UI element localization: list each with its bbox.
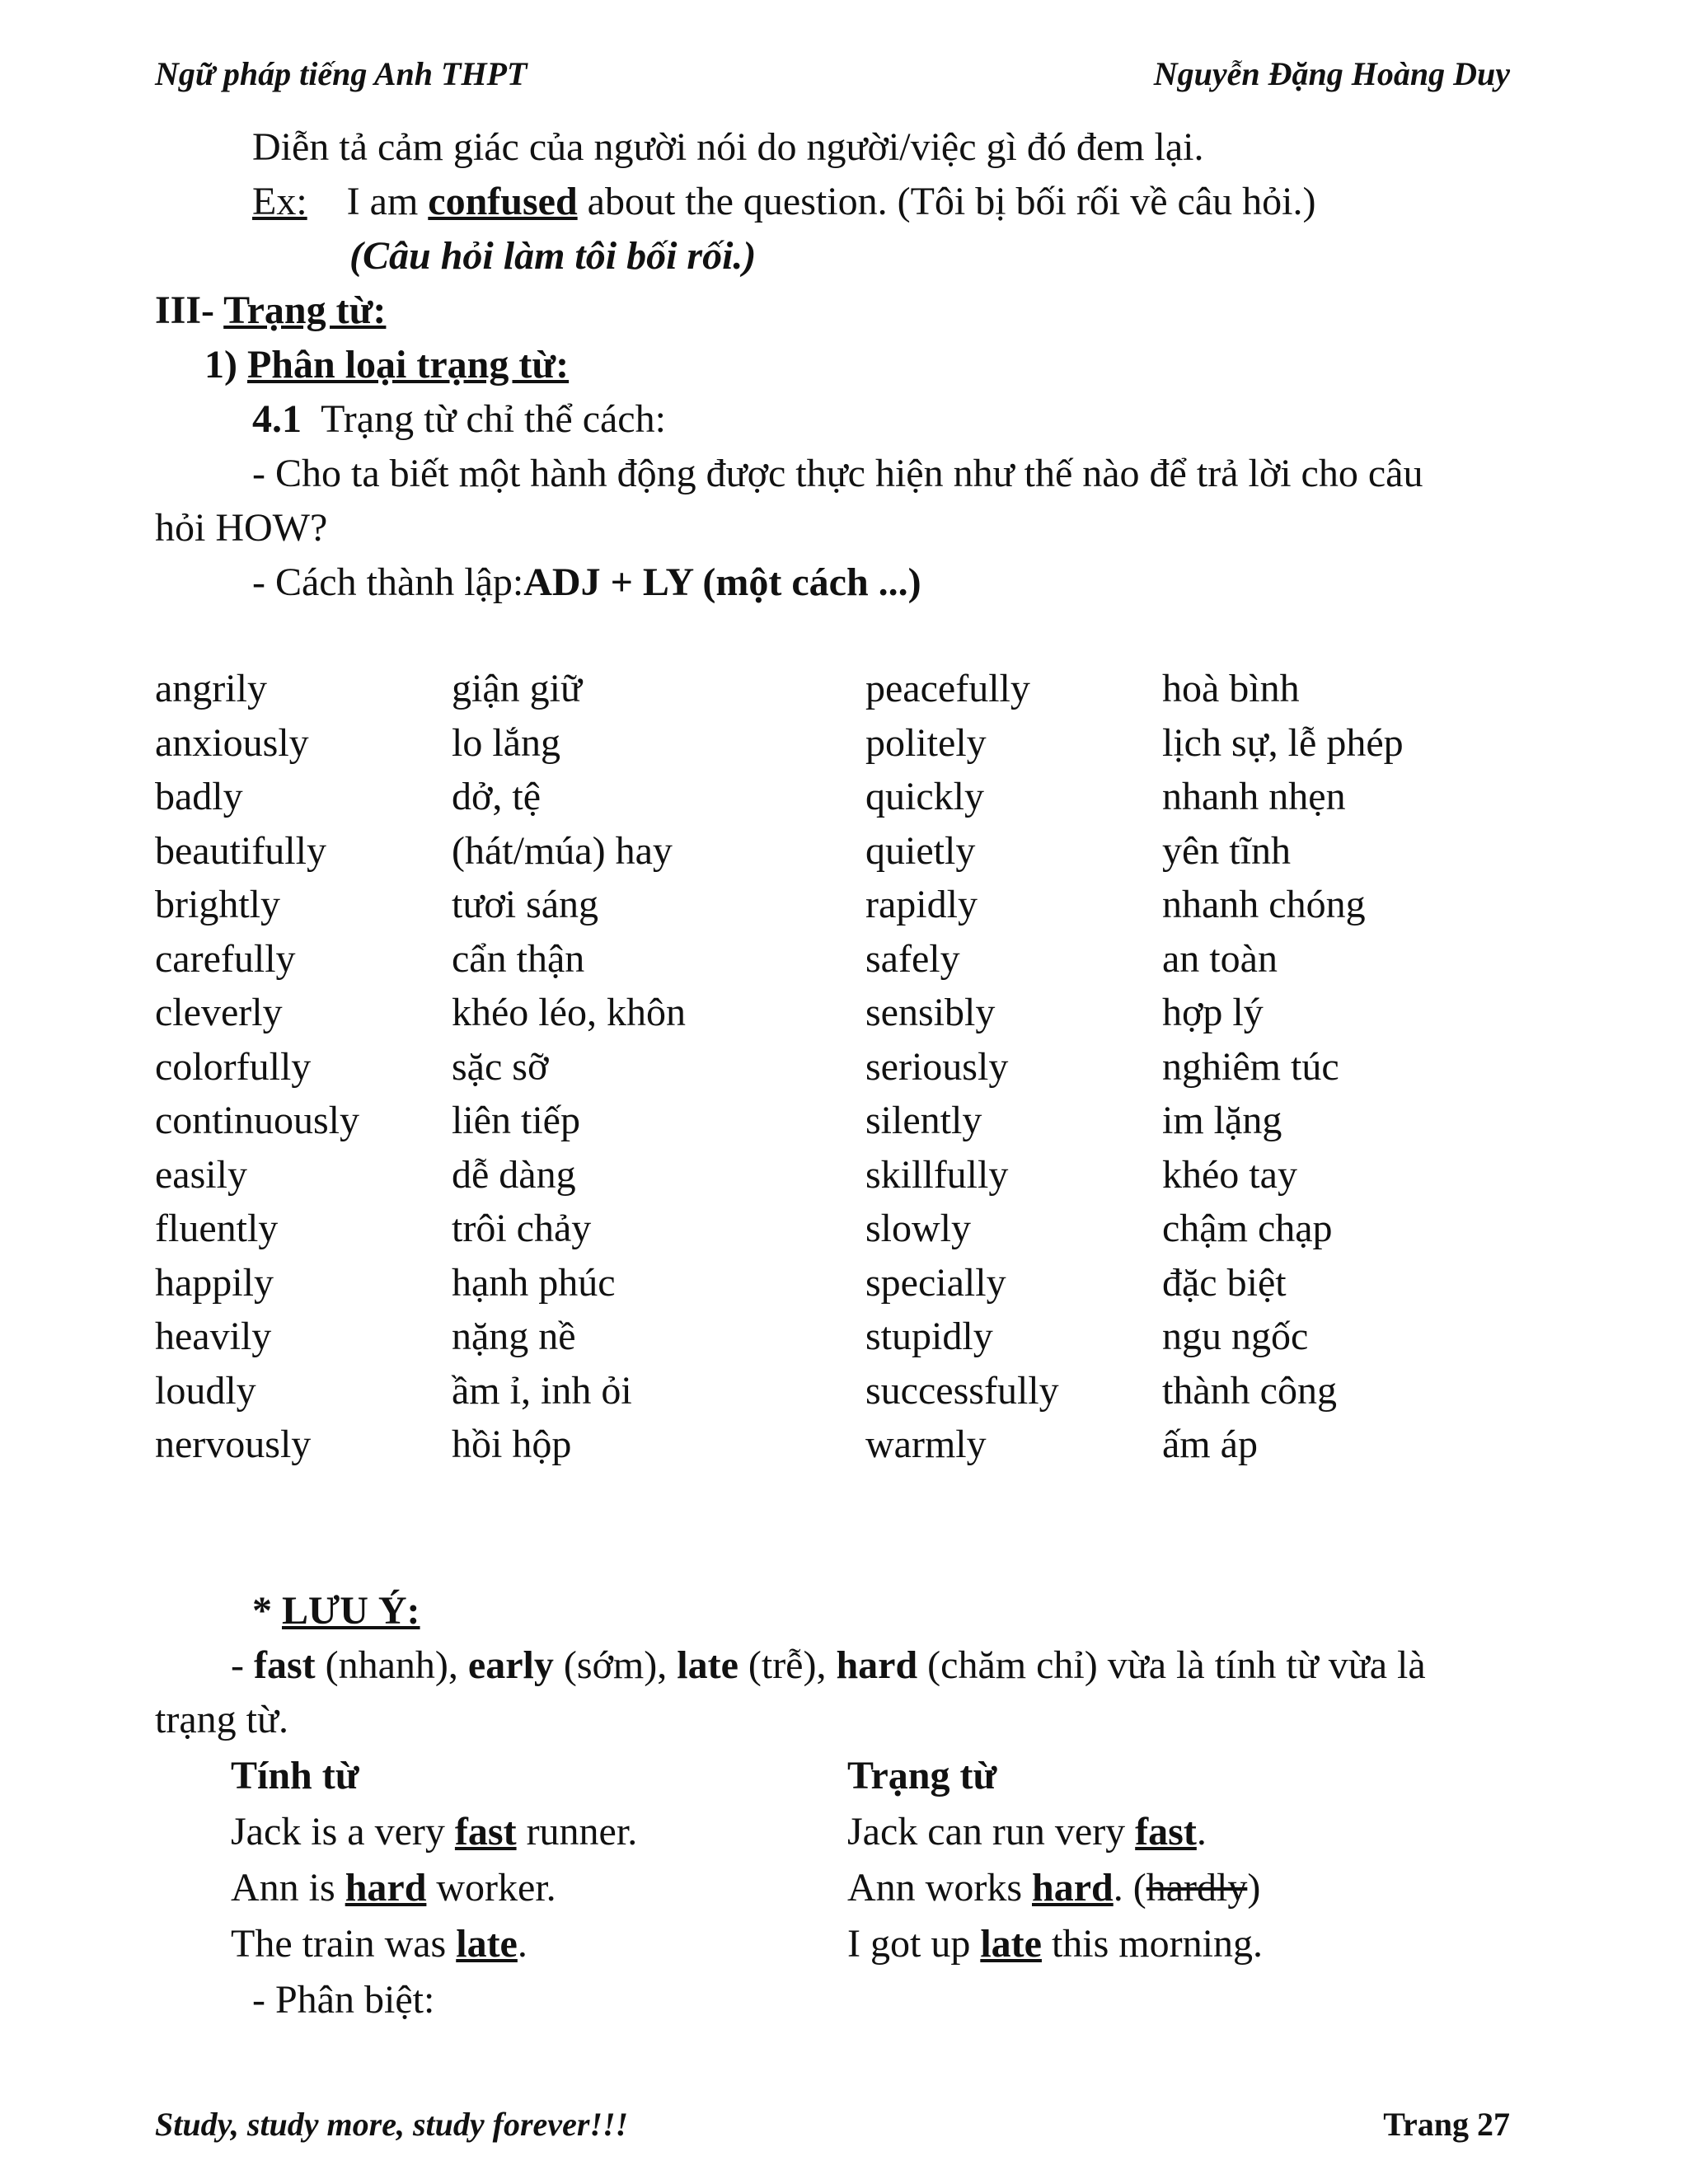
note-line2: trạng từ.	[155, 1698, 288, 1741]
meaning-right: đặc biệt	[1162, 1260, 1287, 1305]
adverb-right: warmly	[865, 1422, 987, 1466]
vocab-row	[0, 666, 1688, 720]
meaning-left: cẩn thận	[452, 936, 585, 981]
adverb-left: loudly	[155, 1368, 256, 1413]
meaning-left: khéo léo, khôn	[452, 991, 686, 1034]
subsection-title: Phân loại trạng từ:	[246, 343, 570, 387]
example-pre: I am	[346, 180, 429, 223]
adj-example-1-post: runner.	[516, 1810, 638, 1854]
header-right: Nguyễn Đặng Hoàng Duy	[1153, 55, 1510, 92]
section-heading	[155, 284, 386, 338]
vocab-row	[0, 828, 1688, 883]
note-gloss-late: (trễ),	[738, 1643, 837, 1687]
adj-example-3	[231, 1917, 528, 1971]
adverb-right: stupidly	[865, 1315, 993, 1358]
sub41-number: 4.1	[252, 397, 302, 441]
adverb-right: slowly	[865, 1207, 972, 1250]
formation-rule: ADJ + LY (một cách ...)	[523, 560, 921, 604]
note-word-hard: hard	[836, 1643, 918, 1687]
adverb-left: cleverly	[155, 991, 283, 1034]
adj-example-1-word: fast	[454, 1810, 517, 1854]
desc-line2: hỏi HOW?	[155, 506, 328, 550]
meaning-right: yên tĩnh	[1162, 828, 1291, 873]
meaning-right: ấm áp	[1162, 1422, 1258, 1466]
example-keyword: confused	[428, 180, 578, 223]
vocab-row	[0, 774, 1688, 828]
meaning-right: hoà bình	[1162, 667, 1300, 710]
meaning-left: lo lắng	[452, 720, 560, 765]
adverb-right: safely	[865, 936, 960, 981]
formation-label: - Cách thành lập:	[252, 560, 524, 604]
meaning-left: sặc sỡ	[452, 1044, 549, 1089]
adverb-left: angrily	[155, 667, 267, 710]
meaning-right: nhanh nhẹn	[1162, 775, 1346, 818]
meaning-left: trôi chảy	[452, 1207, 592, 1250]
example-label: Ex:	[252, 180, 307, 223]
adverb-right: sensibly	[865, 991, 996, 1034]
adj-column-header: Tính từ	[231, 1754, 359, 1797]
adj-example-3-word: late	[456, 1922, 518, 1966]
adverb-left: continuously	[155, 1099, 359, 1142]
adv-example-3-pre: I got up	[847, 1922, 981, 1966]
adv-example-1-word: fast	[1135, 1810, 1197, 1854]
adv-example-2-word: hard	[1032, 1866, 1114, 1910]
adv-example-2-mid: . (	[1113, 1866, 1146, 1910]
note-line1	[231, 1638, 1426, 1693]
vocab-row	[0, 1098, 1688, 1152]
adverb-right: specially	[865, 1260, 1006, 1305]
meaning-right: an toàn	[1162, 936, 1278, 981]
meaning-right: hợp lý	[1162, 991, 1264, 1034]
vocab-row	[0, 1314, 1688, 1368]
adj-example-2-post: worker.	[426, 1866, 556, 1910]
adj-example-2	[231, 1861, 556, 1915]
adverb-left: fluently	[155, 1207, 279, 1250]
adverb-left: badly	[155, 775, 243, 818]
note-gloss-early: (sớm),	[553, 1643, 678, 1687]
subsection-number: 1)	[204, 343, 237, 387]
vocab-row	[0, 1152, 1688, 1207]
adverb-left: brightly	[155, 883, 280, 926]
note-word-fast: fast	[253, 1643, 316, 1687]
adverb-right: successfully	[865, 1368, 1059, 1413]
meaning-right: lịch sự, lễ phép	[1162, 720, 1404, 765]
vocab-row	[0, 720, 1688, 775]
adv-example-2-struck-word: hardly	[1146, 1866, 1248, 1910]
meaning-right: thành công	[1162, 1368, 1337, 1413]
adverb-left: carefully	[155, 936, 296, 981]
adv-example-3-word: late	[980, 1922, 1042, 1966]
meaning-right: chậm chạp	[1162, 1207, 1333, 1250]
vocab-row	[0, 1260, 1688, 1315]
meaning-left: tươi sáng	[452, 883, 599, 926]
note-dash: -	[231, 1643, 254, 1687]
section-number: III-	[155, 288, 215, 332]
vocab-row	[0, 1422, 1688, 1476]
vocab-row	[0, 882, 1688, 936]
example-note: (Câu hỏi làm tôi bối rối.)	[349, 234, 757, 278]
adverb-right: skillfully	[865, 1152, 1009, 1197]
adverb-right: quickly	[865, 775, 984, 818]
example-post: about the question. (Tôi bị bối rối về câu hỏi.)	[577, 180, 1316, 223]
vocab-row	[0, 1206, 1688, 1260]
example-line	[252, 175, 1315, 229]
meaning-left: dở, tệ	[452, 775, 542, 818]
header-left: Ngữ pháp tiếng Anh THPT	[155, 55, 528, 92]
adverb-right: rapidly	[865, 883, 978, 926]
adverb-right: silently	[865, 1099, 982, 1142]
adv-example-2	[847, 1861, 1260, 1915]
note-title: LƯU Ý:	[282, 1589, 420, 1633]
adj-example-1	[231, 1805, 637, 1859]
adj-example-2-word: hard	[345, 1866, 427, 1910]
adverb-right: peacefully	[865, 667, 1030, 710]
adv-example-1	[847, 1805, 1207, 1859]
formation-line	[252, 555, 921, 610]
distinguish-line: - Phân biệt:	[252, 1978, 435, 2022]
vocab-row	[0, 936, 1688, 991]
meaning-right: khéo tay	[1162, 1152, 1297, 1197]
adj-example-1-pre: Jack is a very	[231, 1810, 455, 1854]
adverb-left: colorfully	[155, 1044, 312, 1089]
adv-example-2-post: )	[1247, 1866, 1261, 1910]
note-word-late: late	[677, 1643, 738, 1687]
adv-example-3	[847, 1917, 1263, 1971]
meaning-left: hồi hộp	[452, 1422, 572, 1466]
section-title: Trạng từ:	[223, 288, 387, 332]
meaning-left: nặng nề	[452, 1315, 576, 1358]
footer-page-number: Trang 27	[1383, 2106, 1510, 2143]
adv-example-1-pre: Jack can run very	[847, 1810, 1136, 1854]
adv-column-header: Trạng từ	[847, 1754, 997, 1797]
meaning-left: hạnh phúc	[452, 1260, 616, 1305]
meaning-left: giận giữ	[452, 667, 582, 710]
subsection-heading	[204, 338, 569, 392]
meaning-right: ngu ngốc	[1162, 1315, 1309, 1358]
vocab-row	[0, 1368, 1688, 1422]
adverb-left: anxiously	[155, 720, 309, 765]
intro-line: Diễn tả cảm giác của người nói do người/việc gì đó đem lại.	[252, 125, 1204, 169]
adj-example-2-pre: Ann is	[231, 1866, 345, 1910]
meaning-right: nhanh chóng	[1162, 883, 1366, 926]
adj-example-3-pre: The train was	[231, 1922, 457, 1966]
adverb-left: happily	[155, 1260, 274, 1305]
adj-example-3-post: .	[517, 1922, 528, 1966]
adverb-left: easily	[155, 1152, 247, 1197]
meaning-right: im lặng	[1162, 1099, 1282, 1142]
vocab-row	[0, 990, 1688, 1044]
meaning-right: nghiêm túc	[1162, 1044, 1339, 1089]
note-word-early: early	[467, 1643, 554, 1687]
vocab-row	[0, 1044, 1688, 1099]
note-heading	[252, 1584, 420, 1638]
meaning-left: ầm ỉ, inh ỏi	[452, 1368, 632, 1413]
meaning-left: (hát/múa) hay	[452, 828, 673, 873]
adverb-right: quietly	[865, 828, 976, 873]
adv-example-1-post: .	[1196, 1810, 1207, 1854]
meaning-left: dễ dàng	[452, 1152, 576, 1197]
adv-example-3-post: this morning.	[1041, 1922, 1263, 1966]
adverb-right: seriously	[865, 1044, 1009, 1089]
note-star: *	[252, 1589, 282, 1633]
adverb-left: nervously	[155, 1422, 312, 1466]
desc-line1: - Cho ta biết một hành động được thực hiện như thế nào để trả lời cho câu	[252, 452, 1423, 495]
adverb-right: politely	[865, 720, 987, 765]
sub41-heading	[252, 392, 666, 447]
adverb-left: beautifully	[155, 828, 326, 873]
meaning-left: liên tiếp	[452, 1099, 580, 1142]
adv-example-2-pre: Ann works	[847, 1866, 1032, 1910]
sub41-title: Trạng từ chỉ thể cách:	[321, 397, 666, 441]
note-gloss-fast: (nhanh),	[315, 1643, 468, 1687]
footer-motto: Study, study more, study forever!!!	[155, 2106, 629, 2143]
note-gloss-hard: (chăm chỉ) vừa là tính từ vừa là	[917, 1643, 1426, 1687]
adverb-left: heavily	[155, 1315, 272, 1358]
